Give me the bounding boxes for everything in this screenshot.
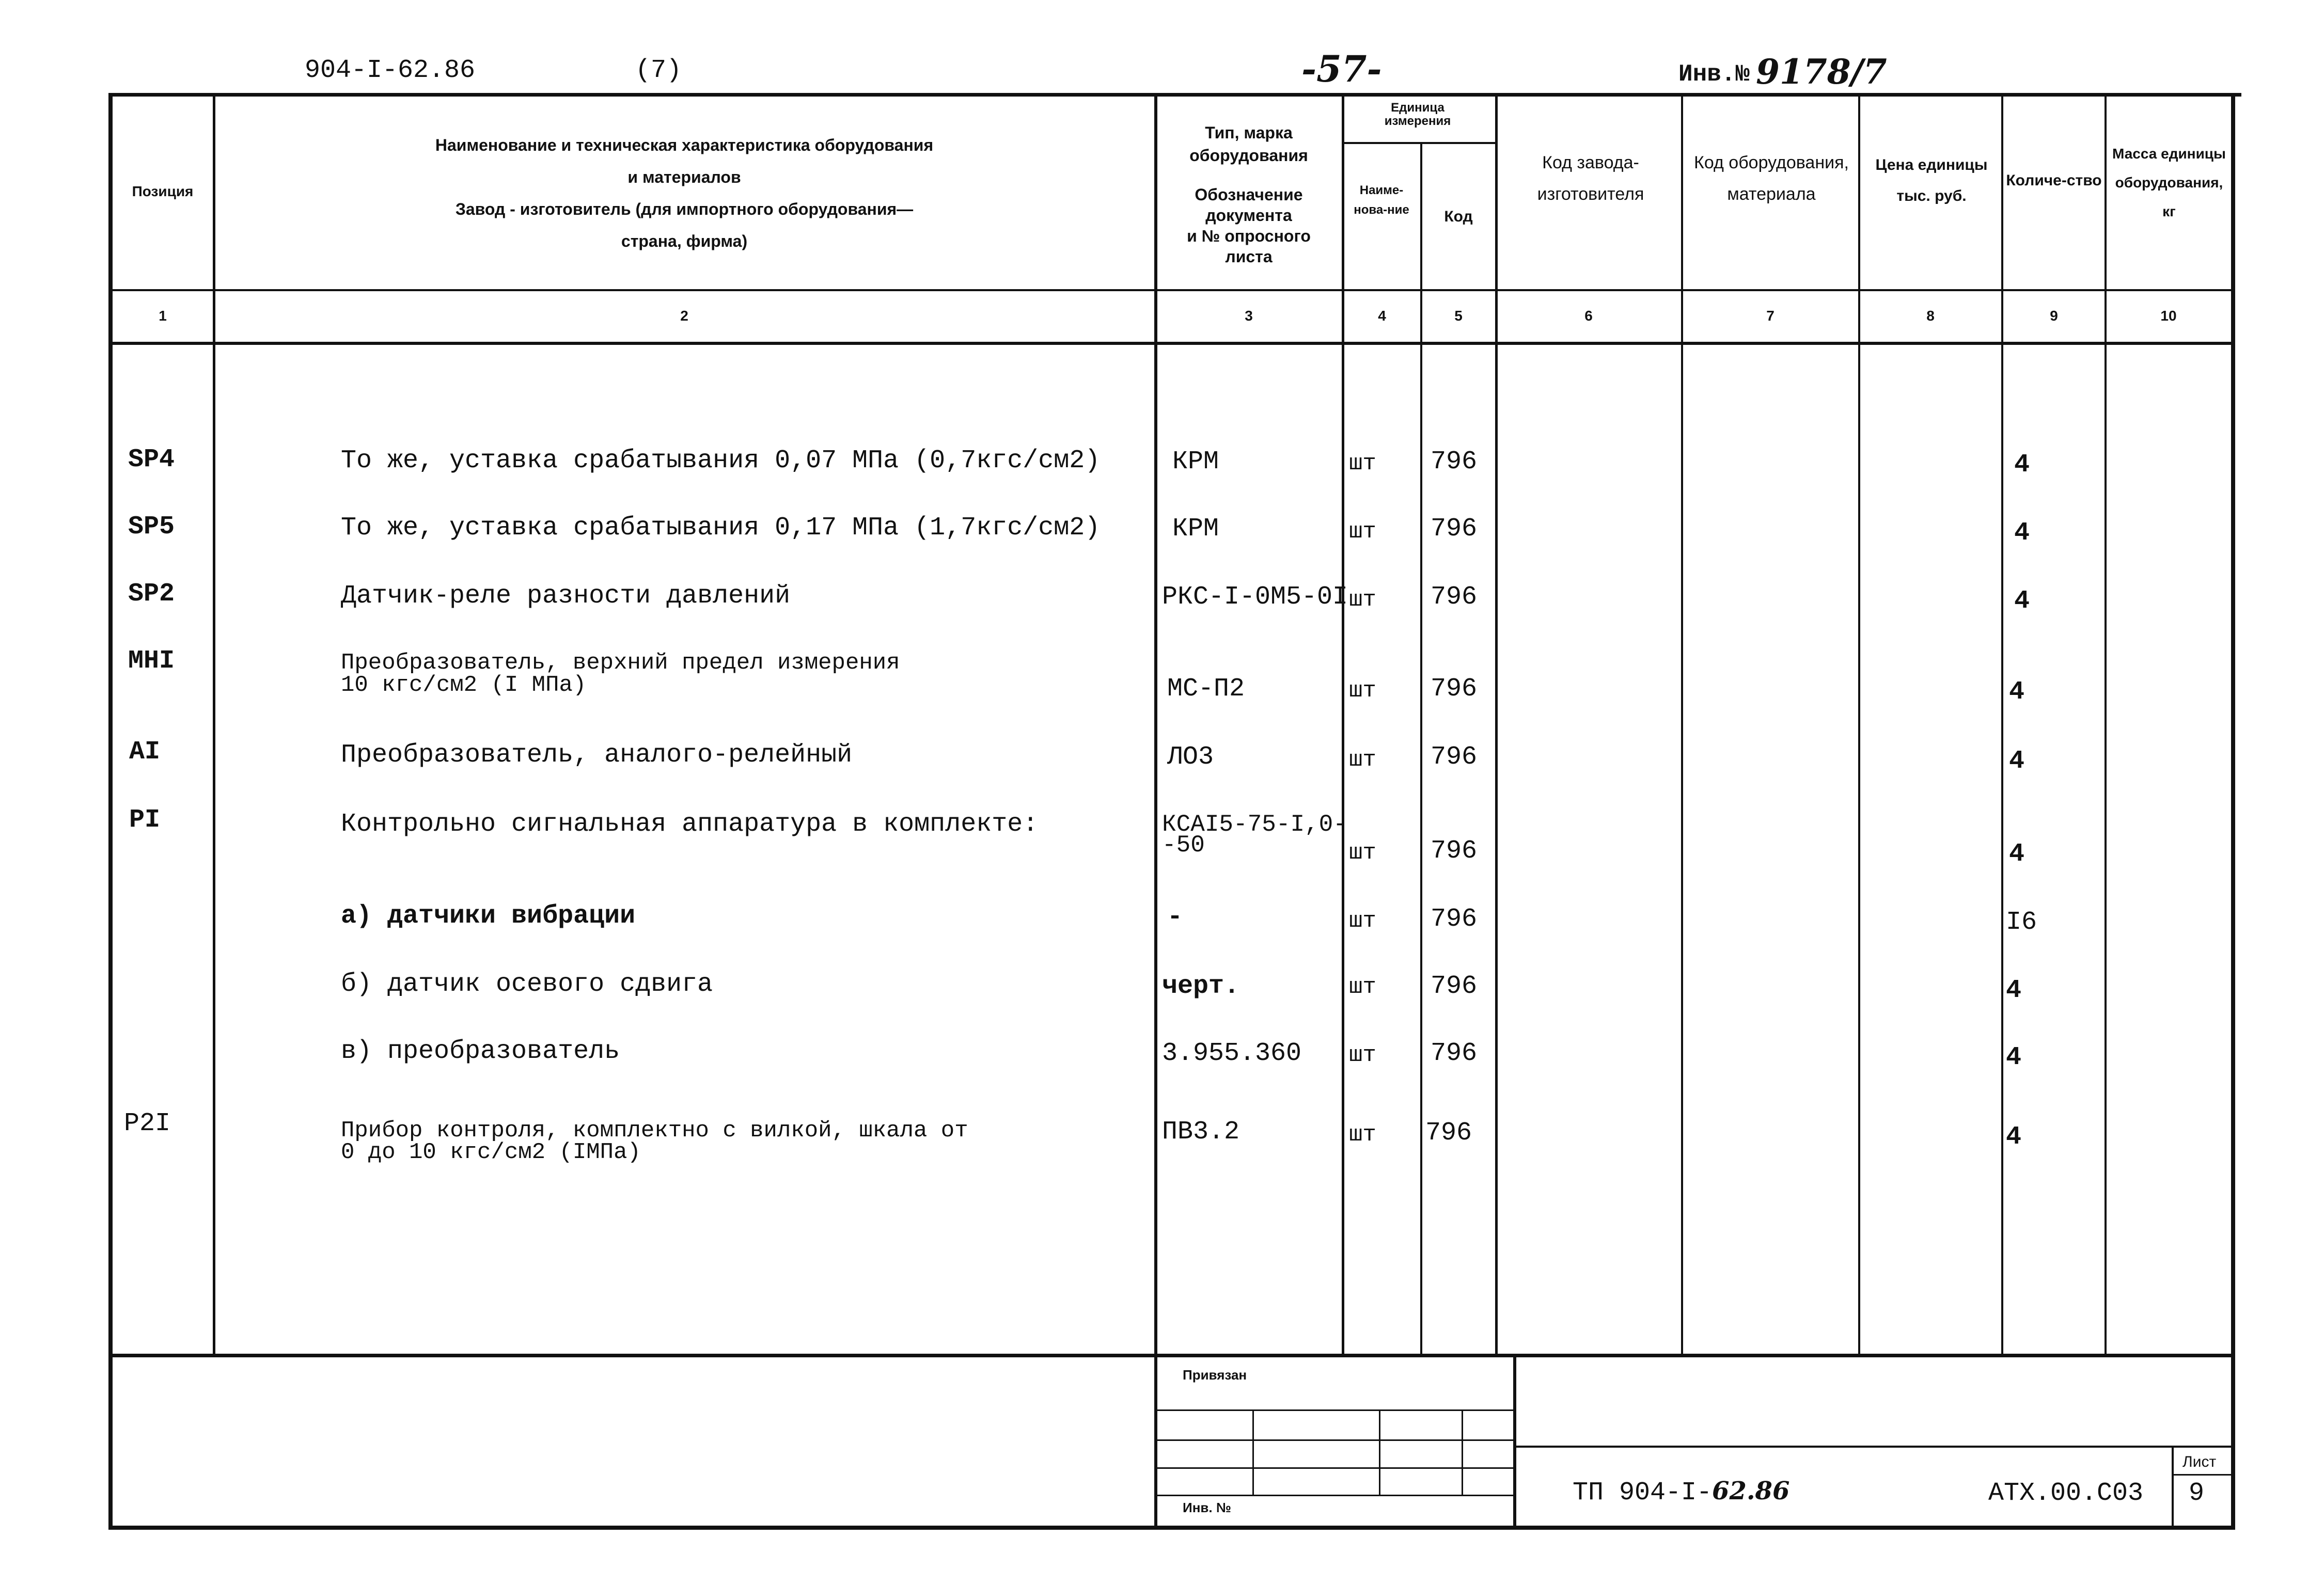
row-type: КРМ xyxy=(1172,447,1219,477)
col-divider xyxy=(1154,93,1157,1355)
row-type: - xyxy=(1167,902,1183,932)
column-number: 1 xyxy=(159,308,167,324)
sheet-label: Лист xyxy=(2182,1453,2217,1470)
inv-number: 9178/7 xyxy=(1756,52,1887,92)
header-divider xyxy=(111,289,2234,291)
row-name-cont: 10 кгс/см2 (I МПа) xyxy=(341,672,587,698)
col-divider xyxy=(1342,93,1344,1355)
footer-divider xyxy=(1154,1355,1157,1528)
column-number: 7 xyxy=(1766,308,1775,324)
header-type-line1: Тип, марка xyxy=(1205,123,1293,142)
row-code: 796 xyxy=(1425,1118,1472,1148)
header-type-line6: листа xyxy=(1225,247,1273,266)
column-number: 9 xyxy=(2050,308,2058,324)
header-position: Позиция xyxy=(132,183,194,199)
project-code xyxy=(1573,1477,1789,1508)
row-position: SP2 xyxy=(128,579,175,609)
project-number: 62.86 xyxy=(1712,1477,1790,1505)
row-name: Прибор контроля, комплектно с вилкой, шкала от xyxy=(341,1118,968,1144)
row-code: 796 xyxy=(1431,582,1478,612)
header-unit-name: Наиме-нова-ние xyxy=(1354,183,1409,217)
row-name: в) преобразователь xyxy=(341,1037,620,1066)
privyazan-label: Привязан xyxy=(1183,1367,1247,1383)
row-qty: 4 xyxy=(2014,587,2030,616)
header-type-line2: оборудования xyxy=(1189,146,1308,165)
row-code: 796 xyxy=(1431,514,1478,544)
row-code: 796 xyxy=(1431,742,1478,772)
column-number: 10 xyxy=(2160,308,2177,324)
column-number: 3 xyxy=(1245,308,1253,324)
sheet-mark: (7) xyxy=(635,56,682,85)
row-position-value: P2I xyxy=(124,1109,171,1138)
frame-left xyxy=(108,93,113,1528)
header-type-line4: документа xyxy=(1205,206,1292,225)
row-code: 796 xyxy=(1431,972,1478,1001)
row-code: 796 xyxy=(1431,1039,1478,1068)
row-position: AI xyxy=(129,737,161,767)
col-divider xyxy=(2105,93,2107,1355)
row-type: КРМ xyxy=(1172,514,1219,544)
doc-code: 904-I-62.86 xyxy=(305,56,476,85)
row-code: 796 xyxy=(1431,836,1478,866)
row-code: 796 xyxy=(1431,674,1478,704)
row-qty: 4 xyxy=(2014,518,2030,548)
unit-group-divider xyxy=(1343,142,1496,144)
doc-designation: АТХ.00.С03 xyxy=(1988,1479,2144,1508)
grid-line xyxy=(1252,1409,1254,1495)
row-unit: шт xyxy=(1349,678,1376,704)
row-unit: шт xyxy=(1349,974,1376,1000)
project-prefix: ТП 904-I- xyxy=(1573,1478,1713,1508)
footer-divider xyxy=(1513,1355,1516,1528)
column-number: 8 xyxy=(1926,308,1935,324)
row-name-cont: 0 до 10 кгс/см2 (IМПа) xyxy=(341,1139,641,1165)
header-price: Цена единицы тыс. руб. xyxy=(1875,156,1988,204)
row-name: Датчик-реле разности давлений xyxy=(341,581,791,611)
row-unit: шт xyxy=(1349,1122,1376,1148)
grid-line xyxy=(1157,1467,1513,1469)
row-name: Преобразователь, аналого-релейный xyxy=(341,740,853,770)
colnum-divider xyxy=(111,342,2234,345)
row-name: То же, уставка срабатывания 0,17 МПа (1,7кгс/см2) xyxy=(341,513,1101,543)
inv-no-label: Инв. № xyxy=(1183,1500,1231,1515)
header-name-line4: страна, фирма) xyxy=(621,232,748,250)
header-quantity: Количе-ство xyxy=(2006,172,2102,189)
grid-line xyxy=(1462,1409,1463,1495)
header-equip-code: Код оборудования, материала xyxy=(1694,153,1849,204)
column-number: 4 xyxy=(1378,308,1386,324)
column-number: 5 xyxy=(1454,308,1463,324)
header-unit-group: Единица измерения xyxy=(1384,101,1451,129)
row-position: МНI xyxy=(128,646,175,676)
column-number: 2 xyxy=(680,308,688,324)
row-name: Контрольно сигнальная аппаратура в комплекте: xyxy=(341,810,1039,839)
row-type: РКС-I-0М5-0I xyxy=(1162,582,1348,612)
row-qty: 4 xyxy=(2006,976,2022,1005)
row-qty: 4 xyxy=(2009,677,2025,707)
body-bottom xyxy=(111,1354,2234,1357)
row-unit: шт xyxy=(1349,908,1376,934)
grid-line xyxy=(1157,1495,1513,1496)
row-qty: I6 xyxy=(2006,908,2037,937)
header-name-line1: Наименование и техническая характеристика оборудования xyxy=(435,136,934,154)
row-name: Преобразователь, верхний предел измерения xyxy=(341,650,900,676)
row-unit: шт xyxy=(1349,451,1376,477)
row-type: КСАI5-75-I,0- xyxy=(1162,811,1347,838)
row-code: 796 xyxy=(1431,447,1478,477)
header-mass: Масса единицы оборудования, кг xyxy=(2112,146,2226,219)
row-type: ЛО3 xyxy=(1167,742,1214,772)
sheet-box-divider xyxy=(2172,1474,2234,1476)
col-divider xyxy=(1858,93,1860,1355)
row-unit: шт xyxy=(1349,840,1376,866)
grid-line xyxy=(1157,1409,1513,1411)
col-divider xyxy=(213,93,215,1355)
row-type: 3.955.360 xyxy=(1162,1039,1302,1068)
stamp-divider xyxy=(1516,1446,2234,1448)
row-qty: 4 xyxy=(2009,839,2025,869)
row-position xyxy=(124,1111,170,1137)
col-divider xyxy=(1681,93,1683,1355)
column-number: 6 xyxy=(1584,308,1593,324)
frame-bottom xyxy=(108,1526,2235,1530)
row-unit: шт xyxy=(1349,1042,1376,1068)
row-type: черт. xyxy=(1162,972,1240,1001)
row-unit: шт xyxy=(1349,587,1376,613)
header-name-line2: и материалов xyxy=(627,168,741,186)
frame-right xyxy=(2231,93,2235,1528)
row-unit: шт xyxy=(1349,747,1376,773)
grid-line xyxy=(1379,1409,1380,1495)
sheet-box-divider xyxy=(2172,1446,2174,1528)
header-maker-code: Код завода-изготовителя xyxy=(1537,153,1644,204)
header-type-line3: Обозначение xyxy=(1195,185,1303,204)
row-position: PI xyxy=(129,805,161,835)
row-name: То же, уставка срабатывания 0,07 МПа (0,7кгс/см2) xyxy=(341,446,1101,476)
header-unit-code: Код xyxy=(1444,208,1473,225)
row-qty: 4 xyxy=(2014,450,2030,480)
sheet-number: 9 xyxy=(2189,1479,2205,1508)
row-qty: 4 xyxy=(2006,1122,2022,1152)
row-position: SP5 xyxy=(128,512,175,542)
header-type-line5: и № опросного xyxy=(1187,227,1311,245)
row-qty: 4 xyxy=(2006,1043,2022,1072)
col-divider xyxy=(2001,93,2003,1355)
row-type: МС-П2 xyxy=(1167,674,1245,704)
col-divider xyxy=(1420,142,1422,1355)
frame-top xyxy=(111,93,2241,97)
row-name: б) датчик осевого сдвига xyxy=(341,970,713,999)
page-number: -57- xyxy=(1301,47,1382,90)
grid-line xyxy=(1157,1439,1513,1441)
row-type-cont: -50 xyxy=(1162,832,1205,859)
row-code: 796 xyxy=(1431,905,1478,934)
row-name: а) датчики вибрации xyxy=(341,901,636,931)
row-unit: шт xyxy=(1349,519,1376,545)
header-name-line3: Завод - изготовитель (для импортного оборудования— xyxy=(455,200,914,218)
row-type: ПВ3.2 xyxy=(1162,1117,1240,1147)
inv-label: Инв.№ xyxy=(1678,61,1750,88)
row-position: SP4 xyxy=(128,445,175,474)
row-qty: 4 xyxy=(2009,747,2025,776)
col-divider xyxy=(1495,93,1498,1355)
